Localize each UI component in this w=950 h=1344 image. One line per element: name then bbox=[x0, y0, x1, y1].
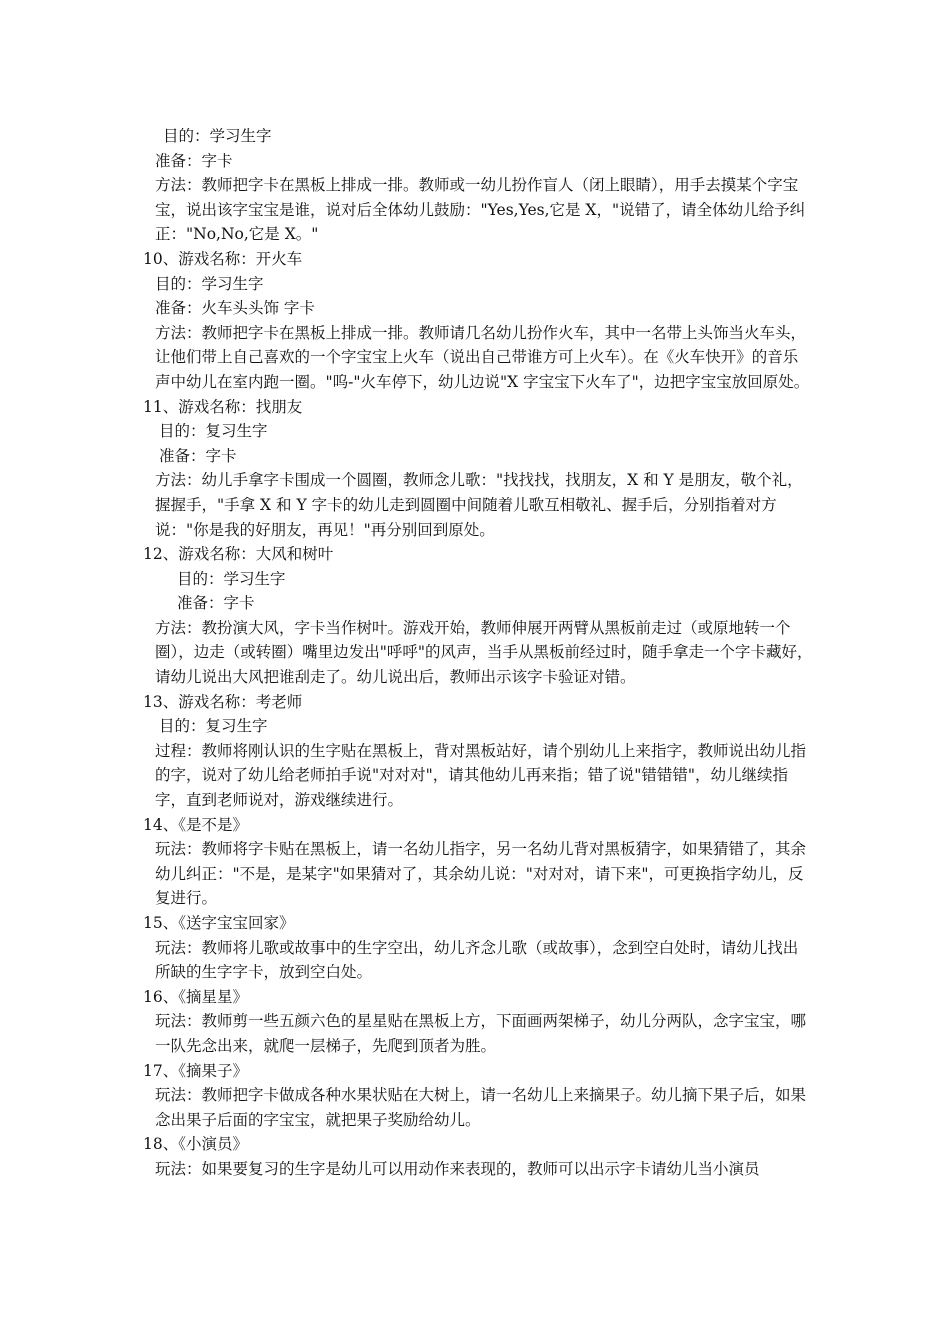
section-heading: 10、游戏名称：开火车 bbox=[143, 249, 303, 268]
section-heading: 16、《摘星星》 bbox=[143, 987, 248, 1006]
paragraph: 玩法：教师剪一些五颜六色的星星贴在黑板上方，下面画两架梯子，幼儿分两队，念字宝宝，哪一队先念出来，就爬一层梯子，先爬到顶者为胜。 bbox=[155, 1012, 807, 1055]
paragraph: 方法：教扮演大风，字卡当作树叶。游戏开始，教师伸展开两臂从黑板前走过（或原地转一个圈），边走（或转圈）嘴里边发出"呼呼"的风声，当手从黑板前经过时，随手拿走一个字卡藏好，请幼儿说出大风把谁刮走了。幼儿说出后，教师出示该字卡验证对错。 bbox=[155, 618, 813, 687]
field-line: 目的：复习生字 bbox=[159, 422, 268, 441]
field-line: 目的：学习生字 bbox=[163, 127, 272, 145]
paragraph: 玩法：教师将儿歌或故事中的生字空出，幼儿齐念儿歌（或故事），念到空白处时，请幼儿找出所缺的生字字卡，放到空白处。 bbox=[155, 938, 799, 982]
section-heading: 12、游戏名称：大风和树叶 bbox=[143, 545, 334, 564]
section-heading: 13、游戏名称：考老师 bbox=[143, 692, 303, 711]
paragraph: 玩法：教师将字卡贴在黑板上，请一名幼儿指字，另一名幼儿背对黑板猜字，如果猜错了，其余幼儿纠正："不是，是某字"如果猜对了，其余幼儿说："对对对，请下来"，可更换指字幼儿，反复进行。 bbox=[155, 840, 807, 908]
paragraph: 过程：教师将刚认识的生字贴在黑板上，背对黑板站好，请个别幼儿上来指字，教师说出幼儿指的字，说对了幼儿给老师拍手说"对对对"，请其他幼儿再来指；错了说"错错错"，幼儿继续指字，直到老师说对，游戏继续进行。 bbox=[155, 741, 807, 810]
section-heading: 18、《小演员》 bbox=[143, 1135, 248, 1154]
field-line: 准备：字卡 bbox=[155, 151, 233, 170]
field-line: 准备：火车头头饰 字卡 bbox=[155, 299, 315, 318]
paragraph: 方法：幼儿手拿字卡围成一个圆圈，教师念儿歌："找找找，找朋友，X 和 Y 是朋友，敬个礼，握握手，"手拿 X 和 Y 字卡的幼儿走到圆圈中间随着儿歌互相敬礼、握手后，分别指着对方说："你是我的好朋友，再见！"再分别回到原处。 bbox=[155, 471, 803, 539]
paragraph: 玩法：教师把字卡做成各种水果状贴在大树上，请一名幼儿上来摘果子。幼儿摘下果子后，如果念出果子后面的字宝宝，就把果子奖励给幼儿。 bbox=[155, 1086, 807, 1129]
section-heading: 14、《是不是》 bbox=[143, 815, 248, 834]
section-heading: 11、游戏名称：找朋友 bbox=[143, 397, 303, 416]
section-heading: 15、《送字宝宝回家》 bbox=[143, 914, 295, 932]
field-line: 目的：复习生字 bbox=[159, 717, 268, 736]
document-body bbox=[143, 124, 813, 1182]
paragraph: 方法：教师把字卡在黑板上排成一排。教师或一幼儿扮作盲人（闭上眼睛），用手去摸某个字宝宝，说出该字宝宝是谁，说对后全体幼儿鼓励："Yes,Yes,它是 X，"说错了，请全体幼儿给予纠正："No,No,它是 X。" bbox=[155, 176, 806, 244]
field-line: 准备：字卡 bbox=[159, 446, 237, 465]
paragraph: 玩法：如果要复习的生字是幼儿可以用动作来表现的，教师可以出示字卡请幼儿当小演员 bbox=[155, 1159, 760, 1178]
field-line: 目的：学习生字 bbox=[177, 569, 286, 588]
section-heading: 17、《摘果子》 bbox=[143, 1061, 248, 1080]
paragraph: 方法：教师把字卡在黑板上排成一排。教师请几名幼儿扮作火车，其中一名带上头饰当火车头，让他们带上自己喜欢的一个字宝宝上火车（说出自己带谁方可上火车）。在《火车快开》的音乐声中幼儿在室内跑一圈。"呜-"火车停下，幼儿边说"X 字宝宝下火车了"，边把字宝宝放回原处。 bbox=[155, 323, 810, 391]
field-line: 目的：学习生字 bbox=[155, 274, 264, 293]
field-line: 准备：字卡 bbox=[177, 594, 255, 613]
